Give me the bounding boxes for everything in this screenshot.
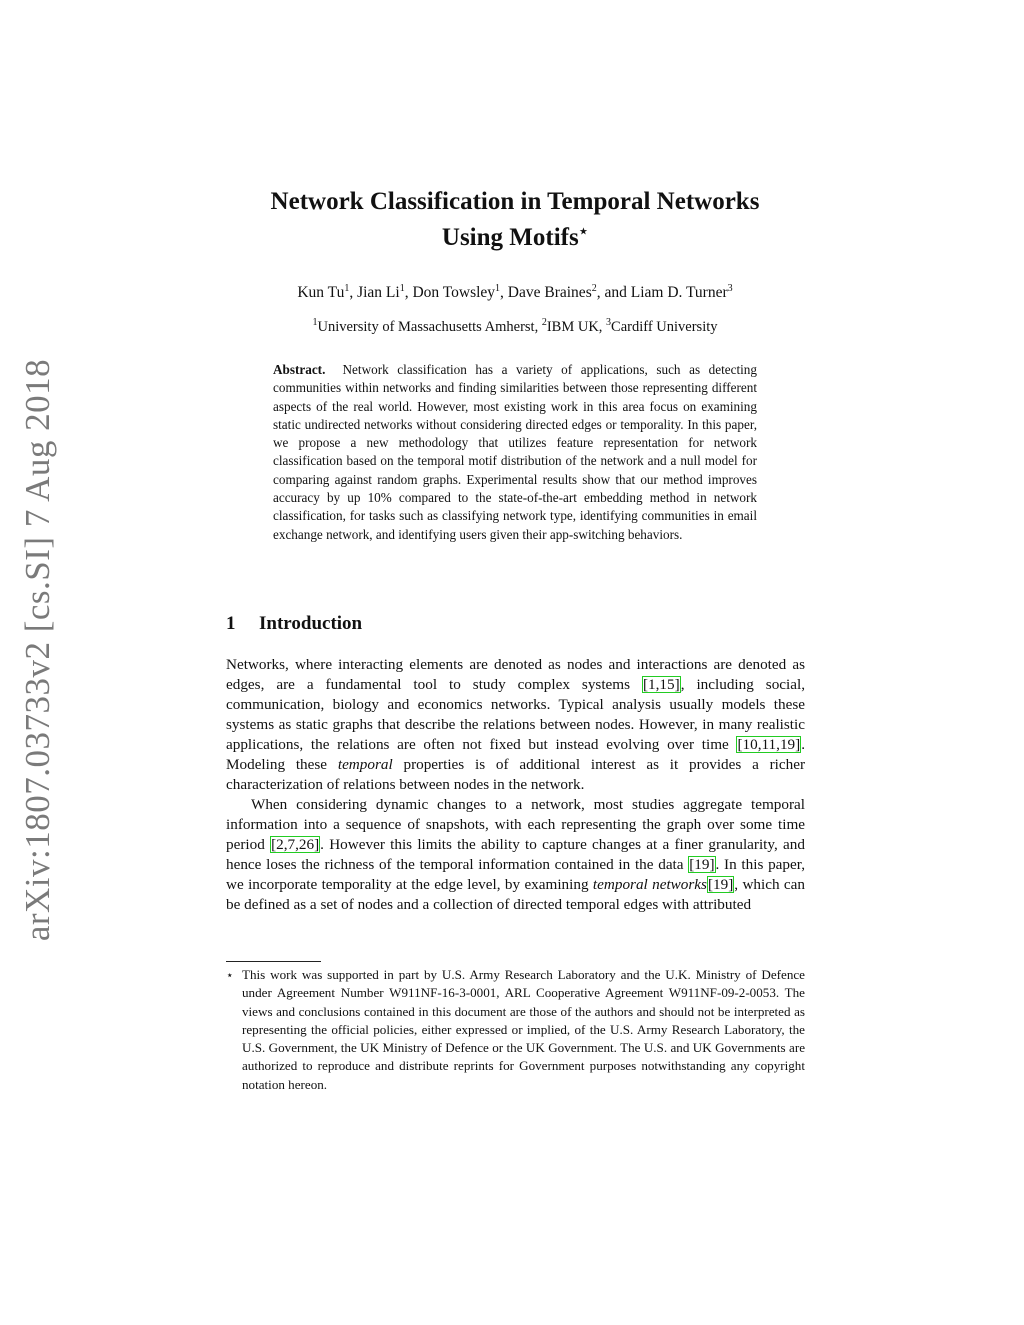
emphasis: temporal (337, 756, 393, 773)
abstract-text: Network classification has a variety of applications, such as detecting communities within networks and finding similarities between those representing different aspects of the real world. However, most existing work in this area focus on examining static undirected networks without considering directed edges or temporality. In this paper, we propose a new methodology that utilizes feature representation for network classification based on the temporal motif distribution of the network and a null model for comparing against random graphs. Experimental results show that our method improves accuracy by up 10% compared to the state-of-the-art embedding method in network classification, for tasks such as classifying network type, identifying communities in email exchange network, and identifying users given their app-switching behaviors. (273, 362, 757, 542)
affiliation-sup: 2 (541, 317, 547, 328)
citation-link[interactable]: [1,15] (642, 676, 680, 693)
author-name: Jian Li (357, 284, 400, 301)
affiliation-separator: , (598, 319, 607, 335)
text-run: . However this limits the ability to capture changes at a finer granularity, and hence loses the richness of the temporal information contained in the data (226, 836, 805, 873)
emphasis: temporal networks (592, 876, 707, 893)
affiliation-sup: 3 (606, 317, 612, 328)
body-text (226, 655, 805, 915)
arxiv-identifier (8, 358, 68, 942)
affiliation-name: IBM UK (546, 319, 599, 335)
author-name: Liam D. Turner (630, 284, 728, 301)
text-run: . Modeling these (226, 736, 805, 773)
author-name: Dave Braines (507, 284, 592, 301)
text-run: properties is of additional interest as it provides a richer characterization of relations between nodes in the network. (226, 756, 806, 793)
footnote-text: This work was supported in part by U.S. Army Research Laboratory and the U.K. Ministry of Defence under Agreement Number W911NF-16-3-0001, ARL Cooperative Agreement W911NF-09-2-0053. The views and conclusions contained in this document are those of the authors and should not be interpreted as representing the official policies, either expressed or implied, of the U.S. Army Research Laboratory, the U.S. Government, the UK Ministry of Defence or the UK Government. The U.S. and UK Governments are authorized to reproduce and distribute reprints for Government purposes notwithstanding any copyright notation hereon. (242, 967, 805, 1092)
author-affil-sup: 1 (399, 283, 405, 294)
footnote-mark: ⋆ (226, 968, 234, 982)
author-separator: , (404, 284, 413, 301)
affiliation-sup: 1 (312, 317, 318, 328)
footnote (226, 966, 805, 1094)
text-run: Networks, where interacting elements are denoted as nodes and interactions are denoted as edges, are a fundamental tool to study complex systems (226, 656, 805, 693)
title-line-2 (200, 217, 830, 253)
author-affil-sup: 2 (591, 283, 597, 294)
affiliation-separator: , (534, 319, 542, 335)
footnote-rule (226, 961, 321, 962)
section-title: Introduction (259, 613, 363, 634)
title-line-2-text: Using Motifs (441, 224, 579, 251)
citation-link[interactable]: [19] (689, 856, 715, 873)
author-affil-sup: 3 (727, 283, 733, 294)
author-separator: , (500, 284, 508, 301)
text-run: . In this paper, we incorporate temporality at the edge level, by examining (226, 856, 805, 893)
citation-link[interactable]: [2,7,26] (271, 836, 320, 853)
abstract-label: Abstract. (273, 362, 326, 377)
paragraph (226, 655, 805, 795)
title-line-1: Network Classification in Temporal Networks (270, 188, 760, 215)
affiliation-name: Cardiff University (611, 319, 718, 335)
section-heading (226, 613, 362, 635)
paragraph (226, 795, 805, 915)
text-run: When considering dynamic changes to a network, most studies aggregate temporal information into a sequence of snapshots, with each representing the graph over some time period (226, 796, 805, 853)
author-separator: , and (596, 284, 631, 301)
author-name: Don Towsley (412, 284, 496, 301)
citation-link[interactable]: [19] (707, 876, 734, 893)
author-name: Kun Tu (297, 284, 345, 301)
abstract (273, 361, 757, 544)
author-affil-sup: 1 (495, 283, 501, 294)
author-affil-sup: 1 (344, 283, 350, 294)
title-footnote-mark[interactable]: ⋆ (578, 224, 589, 240)
citation-link[interactable]: [10,11,19] (737, 736, 801, 753)
paper-title (200, 186, 830, 253)
affiliation-name: University of Massachusetts Amherst (317, 319, 535, 335)
author-list (200, 284, 830, 302)
text-run: , which can be defined as a set of nodes and a collection of directed temporal edges with attributed (226, 876, 805, 913)
arxiv-identifier-text: arXiv:1807.03733v2 [cs.SI] 7 Aug 2018 (18, 358, 58, 942)
text-run: , including social, communication, biology and economics networks. Typical analysis usually models these systems as static graphs that describe the relations between nodes. However, in many realistic applications, the relations are often not fixed but instead evolving over time (226, 676, 806, 753)
author-separator: , (349, 284, 358, 301)
affiliation-list (200, 319, 830, 336)
section-number: 1 (226, 613, 236, 634)
